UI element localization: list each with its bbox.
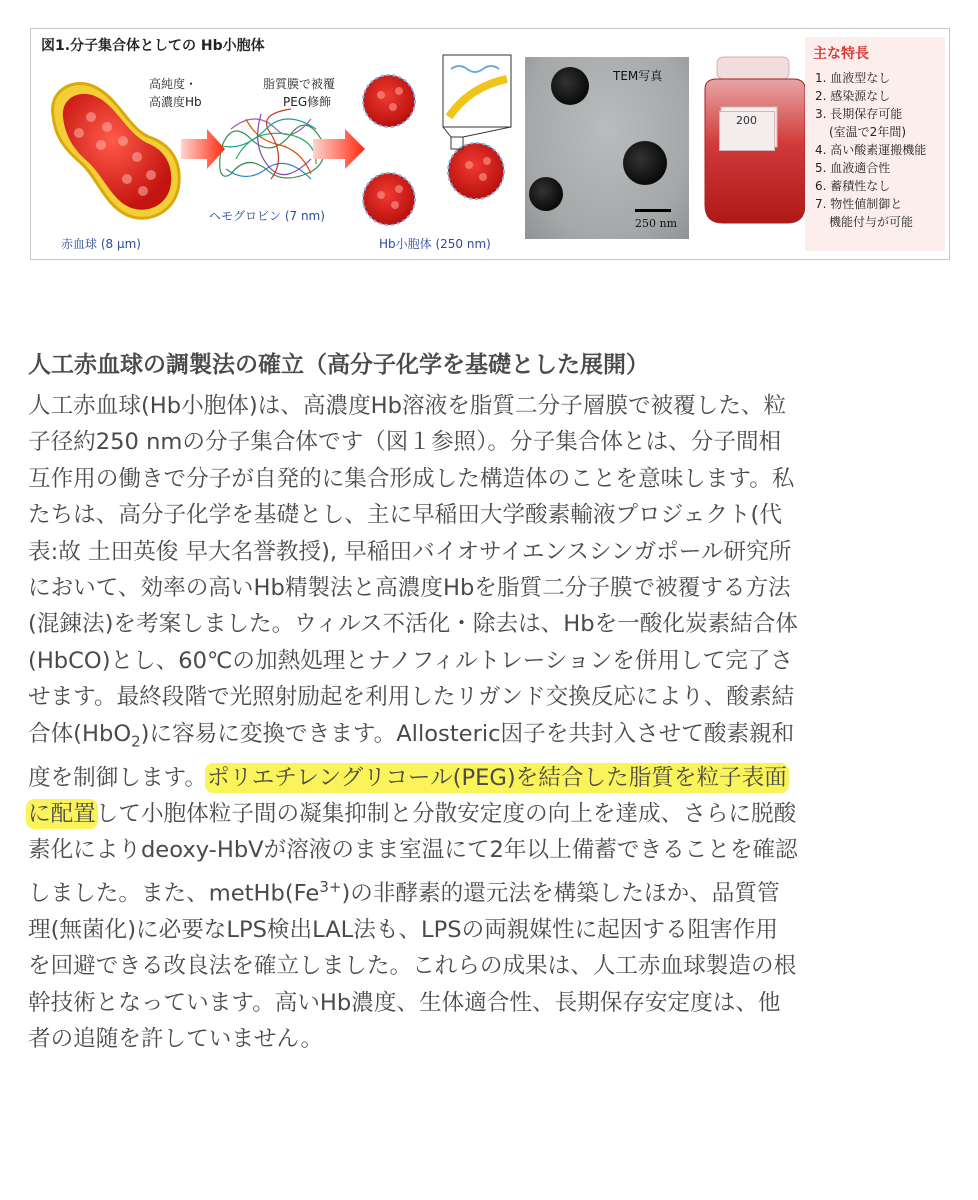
features-title: 主な特長 <box>813 46 869 62</box>
hb-vesicles-drawing <box>363 55 511 225</box>
bag-label <box>719 111 775 151</box>
label-purity-1: 高純度・ <box>149 77 198 91</box>
subscript: 2 <box>131 732 141 751</box>
article-body <box>28 388 943 1057</box>
feature-item: 7. 物性値制御と <box>815 197 903 211</box>
body-line <box>28 869 943 912</box>
body-text-run: )の非酵素的還元法を構築したほか、品質管 <box>341 880 780 907</box>
tem-particle <box>623 141 667 185</box>
figure-1 <box>30 28 950 260</box>
tem-scale-label: 250 nm <box>635 217 678 230</box>
body-line: 者の追随を許していません。 <box>28 1025 324 1052</box>
features-panel <box>805 37 945 251</box>
arrow-1 <box>181 129 225 169</box>
body-line: 理(無菌化)に必要なLPS検出LAL法も、LPSの両親媒性に起因する阻害作用 <box>28 916 778 943</box>
bag-volume: 200 <box>736 114 757 127</box>
highlighted-text: ポリエチレングリコール(PEG)を結合した脂質を粒子表面 <box>206 764 787 791</box>
label-vesicle: Hb小胞体 (250 nm) <box>379 237 491 251</box>
body-text-run: )に容易に変換できます。Allosteric因子を共封入させて酸素親和 <box>140 720 795 747</box>
body-line: を回避できる改良法を確立しました。これらの成果は、人工赤血球製造の根 <box>28 953 797 980</box>
body-text-run: しました。また、metHb(Fe <box>28 880 320 907</box>
body-line <box>28 760 943 796</box>
body-line <box>28 716 943 760</box>
tem-particle <box>551 67 589 105</box>
figure-title: 図1.分子集合体としての Hb小胞体 <box>41 38 265 54</box>
body-line: (混錬法)を考案しました。ウィルス不活化・除去は、Hbを一酸化炭素結合体 <box>28 611 798 638</box>
body-text-run: して小胞体粒子間の凝集抑制と分散安定度の向上を達成、さらに脱酸 <box>95 800 797 827</box>
feature-item: (室温で2年間) <box>829 125 906 139</box>
feature-item: 6. 蓄積性なし <box>815 179 891 193</box>
body-line: 表:故 土田英俊 早大名誉教授), 早稲田バイオサイエンスシンガポール研究所 <box>28 538 792 565</box>
body-line: 幹技術となっています。高いHb濃度、生体適合性、長期保存安定度は、他 <box>28 989 781 1016</box>
feature-item: 4. 高い酸素運搬機能 <box>815 143 927 157</box>
feature-item: 5. 血液適合性 <box>815 161 891 175</box>
body-line: 互作用の働きで分子が自発的に集合形成した構造体のことを意味します。私 <box>28 465 795 492</box>
body-line: 人工赤血球(Hb小胞体)は、高濃度Hb溶液を脂質二分子層膜で被覆した、粒 <box>28 393 787 419</box>
features-list <box>805 69 945 231</box>
body-text-run: 合体(HbO <box>28 720 132 747</box>
body-line: せます。最終段階で光照射励起を利用したリガンド交換反応により、酸素結 <box>28 684 795 711</box>
body-line: 素化によりdeoxy-HbVが溶液のまま室温にて2年以上備蓄できることを確認 <box>28 837 798 864</box>
body-line: (HbCO)とし、60℃の加熱処理とナノフィルトレーションを併用して完了さ <box>28 647 793 674</box>
section-heading: 人工赤血球の調製法の確立（高分子化学を基礎とした展開） <box>28 352 649 378</box>
label-hemoglobin: ヘモグロビン (7 nm) <box>209 209 325 223</box>
label-purity-2: 高濃度Hb <box>149 95 202 109</box>
body-line: において、効率の高いHb精製法と高濃度Hbを脂質二分子膜で被覆する方法 <box>28 575 791 602</box>
feature-item: 機能付与が可能 <box>829 215 914 229</box>
label-rbc: 赤血球 (8 μm) <box>61 237 141 251</box>
feature-item: 1. 血液型なし <box>815 71 891 85</box>
tem-particle <box>529 177 563 211</box>
tem-scale-bar <box>635 209 671 212</box>
body-line <box>28 796 943 832</box>
tem-title: TEM写真 <box>613 69 663 83</box>
blood-bag-photo <box>697 57 799 241</box>
hemoglobin-drawing <box>216 109 324 179</box>
body-text-run: 度を制御します。 <box>28 764 207 791</box>
label-coating-1: 脂質膜で被覆 <box>263 77 336 91</box>
label-coating-2: PEG修飾 <box>283 95 332 109</box>
body-line: 子径約250 nmの分子集合体です（図１参照）。分子集合体とは、分子間相 <box>28 429 782 456</box>
body-line: たちは、高分子化学を基礎とし、主に早稲田大学酸素輸液プロジェクト(代 <box>28 502 782 529</box>
highlighted-text: に配置 <box>28 800 96 827</box>
superscript: 3+ <box>319 877 342 896</box>
feature-item: 2. 感染源なし <box>815 89 891 103</box>
feature-item: 3. 長期保存可能 <box>815 107 903 121</box>
tem-photo <box>525 57 689 239</box>
